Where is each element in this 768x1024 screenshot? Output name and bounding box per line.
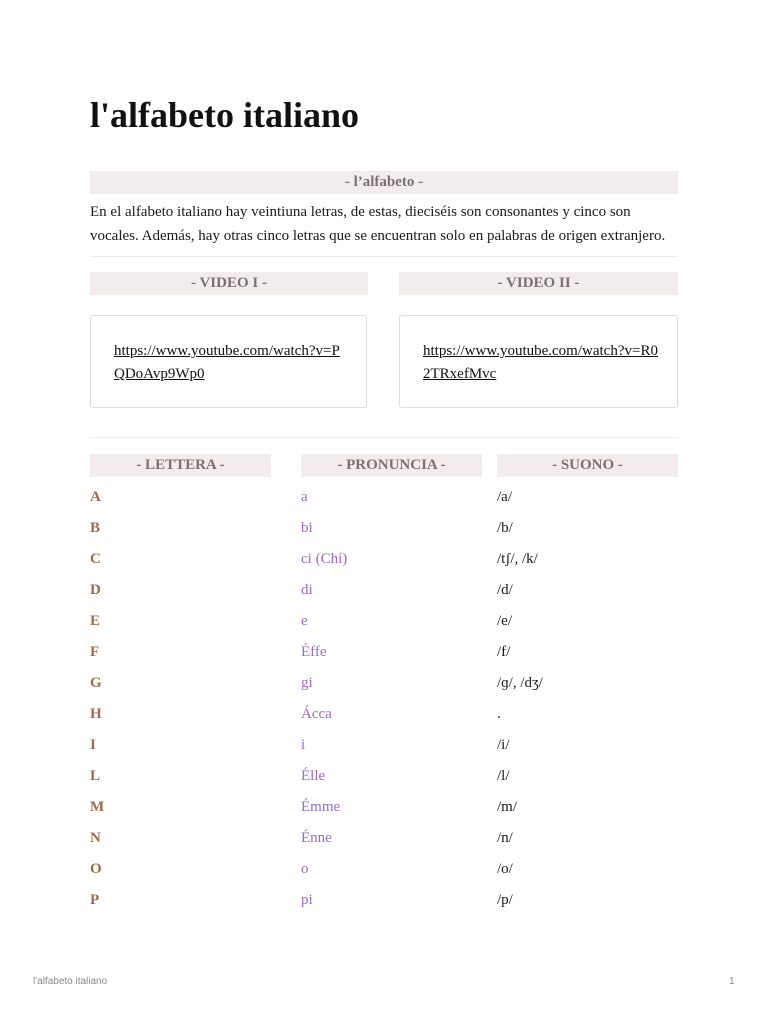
footer-title: l'alfabeto italiano bbox=[33, 976, 108, 987]
letter-cell: E bbox=[90, 613, 101, 629]
pronunciation-cell: bi bbox=[301, 520, 313, 536]
pronunciation-cell: e bbox=[301, 613, 308, 629]
table-row bbox=[0, 766, 768, 797]
letter-cell: D bbox=[90, 582, 101, 598]
divider bbox=[90, 437, 678, 438]
table-row bbox=[0, 487, 768, 518]
sound-cell: /o/ bbox=[497, 861, 513, 877]
letter-cell: P bbox=[90, 892, 100, 908]
table-row bbox=[0, 673, 768, 704]
letter-cell: M bbox=[90, 799, 105, 815]
sound-cell: /l/ bbox=[497, 768, 510, 784]
sound-cell: /p/ bbox=[497, 892, 513, 908]
table-row bbox=[0, 580, 768, 611]
video-2-link[interactable]: https://www.youtube.com/watch?v=R02TRxefMvc bbox=[423, 343, 658, 382]
table-row bbox=[0, 549, 768, 580]
page-title: l'alfabeto italiano bbox=[90, 95, 359, 135]
pronunciation-cell: Élle bbox=[301, 768, 326, 784]
pronunciation-cell: Énne bbox=[301, 830, 332, 846]
table-row bbox=[0, 704, 768, 735]
letter-cell: H bbox=[90, 706, 102, 722]
pronunciation-cell: ci (Chí) bbox=[301, 551, 348, 567]
letter-cell: C bbox=[90, 551, 101, 567]
video-2-header: - VIDEO II - bbox=[399, 272, 678, 295]
letter-cell: N bbox=[90, 830, 101, 846]
sound-cell: /d/ bbox=[497, 582, 513, 598]
letter-cell: G bbox=[90, 675, 102, 691]
pronunciation-cell: Éffe bbox=[301, 644, 327, 660]
pronunciation-cell: Émme bbox=[301, 799, 341, 815]
letter-cell: F bbox=[90, 644, 100, 660]
sound-column-header: - SUONO - bbox=[497, 454, 678, 477]
sound-cell: /f/ bbox=[497, 644, 511, 660]
table-row bbox=[0, 797, 768, 828]
sound-cell: /n/ bbox=[497, 830, 513, 846]
sound-cell: /tʃ/, /k/ bbox=[497, 551, 538, 567]
table-row bbox=[0, 518, 768, 549]
table-row bbox=[0, 859, 768, 890]
table-row bbox=[0, 828, 768, 859]
pronunciation-cell: di bbox=[301, 582, 313, 598]
letter-cell: L bbox=[90, 768, 101, 784]
sound-cell: /b/ bbox=[497, 520, 513, 536]
video-1-header: - VIDEO I - bbox=[90, 272, 368, 295]
letter-cell: B bbox=[90, 520, 101, 536]
pronunciation-cell: i bbox=[301, 737, 306, 753]
divider bbox=[90, 256, 678, 257]
pronunciation-cell: pi bbox=[301, 892, 313, 908]
sound-cell: /ɡ/, /dʒ/ bbox=[497, 675, 543, 691]
pronunciation-column-header: - PRONUNCIA - bbox=[301, 454, 482, 477]
table-row bbox=[0, 611, 768, 642]
table-row bbox=[0, 890, 768, 921]
page-number: 1 bbox=[729, 976, 735, 987]
video-1-link[interactable]: https://www.youtube.com/watch?v=PQDoAvp9Wp0 bbox=[114, 343, 340, 382]
sound-cell: /e/ bbox=[497, 613, 512, 629]
alfabeto-section-header: - l’alfabeto - bbox=[90, 171, 678, 194]
table-row bbox=[0, 735, 768, 766]
table-row bbox=[0, 642, 768, 673]
letter-cell: O bbox=[90, 861, 102, 877]
video-1-card bbox=[90, 315, 367, 408]
pronunciation-cell: Ácca bbox=[301, 706, 332, 722]
pronunciation-cell: gi bbox=[301, 675, 313, 691]
pronunciation-cell: o bbox=[301, 861, 309, 877]
sound-cell: /a/ bbox=[497, 489, 512, 505]
sound-cell: /m/ bbox=[497, 799, 518, 815]
video-2-card bbox=[399, 315, 678, 408]
letter-column-header: - LETTERA - bbox=[90, 454, 271, 477]
intro-paragraph: En el alfabeto italiano hay veintiuna letras, de estas, dieciséis son consonantes y cinco son vocales. Además, hay otras cinco letras que se encuentran solo en palabras de origen extranjero. bbox=[90, 204, 666, 244]
pronunciation-cell: a bbox=[301, 489, 308, 505]
sound-cell: . bbox=[497, 706, 501, 722]
sound-cell: /i/ bbox=[497, 737, 510, 753]
letter-cell: I bbox=[90, 737, 96, 753]
letter-cell: A bbox=[90, 489, 101, 505]
